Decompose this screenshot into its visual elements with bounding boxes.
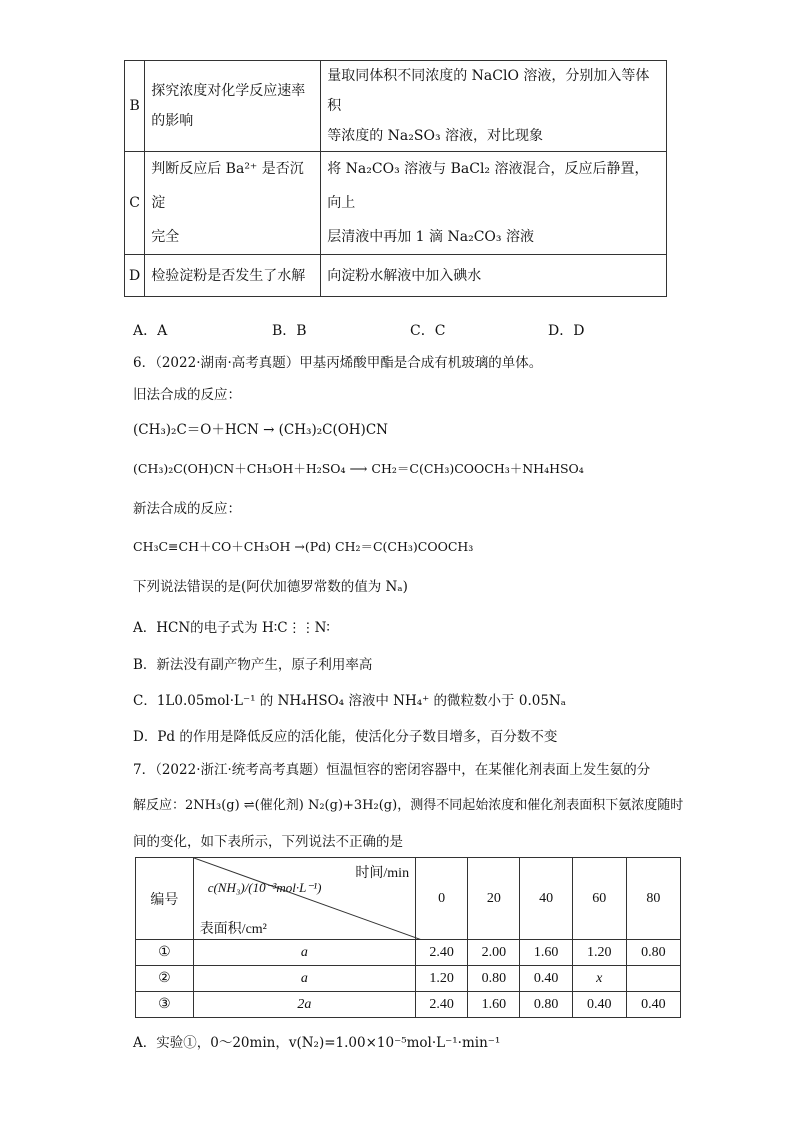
row-area: 2a — [193, 992, 415, 1018]
purpose-cell: 检验淀粉是否发生了水解 — [145, 255, 321, 297]
cell-value: 1.60 — [468, 992, 520, 1018]
col-header-time: 0 — [416, 858, 468, 940]
q7-line-1: 7．（2022·浙江·统考高考真题）恒温恒容的密闭容器中，在某催化剂表面上发生氨的分 — [133, 762, 651, 778]
purpose-line: 探究浓度对化学反应速率 — [151, 83, 306, 99]
q6-stem: 6．（2022·湖南·高考真题）甲基丙烯酸甲酯是合成有机玻璃的单体。 — [133, 355, 543, 371]
option-a: A．A — [133, 323, 168, 339]
row-id: ② — [136, 966, 194, 992]
cell-value — [626, 966, 680, 992]
option-b: B．B — [272, 323, 307, 339]
q7-line-2: 解反应：2NH₃(g) ⇌(催化剂) N₂(g)+3H₂(g)，测得不同起始浓度和催化剂表面积下氨浓度随时 — [133, 798, 684, 813]
col-header-time: 40 — [520, 858, 572, 940]
row-label: D — [125, 255, 145, 297]
cell-value: 1.20 — [572, 940, 626, 966]
table-header-row — [136, 858, 681, 940]
cell-value: 0.40 — [520, 966, 572, 992]
option-c: C．C — [410, 323, 446, 339]
q6-equation-3: CH₃C≡CH＋CO＋CH₃OH →(Pd) CH₂＝C(CH₃)COOCH₃ — [133, 539, 474, 554]
col-header-time: 80 — [626, 858, 680, 940]
method-cell — [321, 61, 667, 152]
row-label: B — [125, 61, 145, 152]
purpose-cell — [145, 61, 321, 152]
table-row — [136, 966, 681, 992]
cell-value: 1.20 — [416, 966, 468, 992]
q6-equation-2: (CH₃)₂C(OH)CN＋CH₃OH＋H₂SO₄ ⟶ CH₂＝C(CH₃)COOCH₃＋NH₄HSO₄ — [133, 461, 584, 476]
cell-value: 1.60 — [520, 940, 572, 966]
q6-option-d: D．Pd 的作用是降低反应的活化能，使活化分子数目增多，百分数不变 — [133, 729, 558, 745]
q7-option-a: A．实验①，0～20min，v(N₂)=1.00×10⁻⁵mol·L⁻¹·min⁻¹ — [133, 1035, 501, 1051]
row-id: ① — [136, 940, 194, 966]
row-area: a — [193, 940, 415, 966]
cell-value: 2.00 — [468, 940, 520, 966]
row-label: C — [125, 152, 145, 255]
col-header-id: 编号 — [136, 858, 194, 940]
cell-value: 0.40 — [626, 992, 680, 1018]
purpose-line: 的影响 — [151, 113, 194, 129]
purpose-line: 完全 — [151, 229, 180, 245]
cell-value: 2.40 — [416, 992, 468, 1018]
col-header-time: 20 — [468, 858, 520, 940]
method-line: 层清液中再加 1 滴 Na₂CO₃ 溶液 — [327, 229, 534, 245]
table-row — [125, 255, 667, 297]
q6-option-c: C．1L0.05mol·L⁻¹ 的 NH₄HSO₄ 溶液中 NH₄⁺ 的微粒数小于 0.05Nₐ — [133, 693, 566, 709]
cell-value: 0.40 — [572, 992, 626, 1018]
cell-value: 0.80 — [468, 966, 520, 992]
q6-option-b: B．新法没有副产物产生，原子利用率高 — [133, 657, 373, 673]
row-id: ③ — [136, 992, 194, 1018]
method-cell: 向淀粉水解液中加入碘水 — [321, 255, 667, 297]
option-d: D．D — [548, 323, 585, 339]
method-cell — [321, 152, 667, 255]
method-line: 将 Na₂CO₃ 溶液与 BaCl₂ 溶液混合，反应后静置，向上 — [327, 161, 649, 211]
row-area: a — [193, 966, 415, 992]
method-line: 量取同体积不同浓度的 NaClO 溶液，分别加入等体积 — [327, 68, 650, 114]
col-header-time: 60 — [572, 858, 626, 940]
cell-value: 2.40 — [416, 940, 468, 966]
purpose-cell — [145, 152, 321, 255]
header-area: 表面积/cm² — [199, 922, 267, 937]
q6-new-label: 新法合成的反应： — [133, 501, 241, 517]
diagonal-header-cell — [193, 858, 415, 940]
purpose-line: 判断反应后 Ba²⁺ 是否沉淀 — [151, 161, 304, 211]
cell-value: 0.80 — [520, 992, 572, 1018]
table-row — [136, 940, 681, 966]
q7-line-3: 间的变化，如下表所示，下列说法不正确的是 — [133, 834, 403, 850]
method-line: 等浓度的 Na₂SO₃ 溶液，对比现象 — [327, 128, 544, 144]
q6-question: 下列说法错误的是(阿伏加德罗常数的值为 Nₐ) — [133, 579, 408, 595]
q6-option-a: A．HCN的电子式为 H∶C⋮⋮N∶ — [133, 620, 330, 636]
ammonia-table — [135, 857, 681, 1018]
header-time: 时间/min — [355, 866, 410, 881]
header-concentration: c(NH₃)/(10⁻³mol·L⁻¹) — [207, 880, 322, 895]
table-row — [125, 152, 667, 255]
table-row — [136, 992, 681, 1018]
cell-value: x — [572, 966, 626, 992]
q6-equation-1: (CH₃)₂C＝O＋HCN → (CH₃)₂C(OH)CN — [133, 422, 388, 438]
experiment-table — [124, 60, 667, 297]
table-row — [125, 61, 667, 152]
cell-value: 0.80 — [626, 940, 680, 966]
q6-old-label: 旧法合成的反应： — [133, 387, 241, 403]
